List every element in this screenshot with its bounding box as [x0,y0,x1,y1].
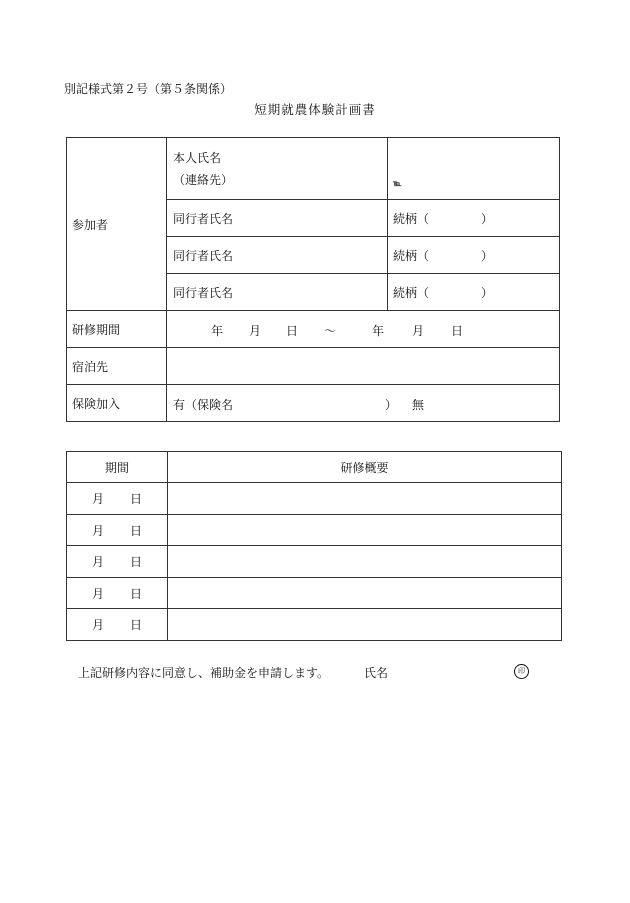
period-day-1: 日 [286,324,299,338]
form-number: 別記様式第２号（第５条関係） [64,82,233,96]
agreement-text: 上記研修内容に同意し、補助金を申請します。 [78,666,330,680]
day-label: 日 [130,492,143,506]
schedule-summary-field[interactable] [168,483,562,515]
period-field[interactable] [167,311,560,348]
month-label: 月 [91,618,104,632]
lodging-field[interactable] [167,348,560,385]
schedule-summary-field[interactable] [168,578,562,609]
applicant-table [66,137,560,422]
companion-name-label: 同行者氏名 [167,274,388,311]
participants-label: 参加者 [67,138,167,311]
seal-icon: 印 [514,664,529,679]
schedule-date [67,483,168,515]
schedule-header-summary: 研修概要 [168,452,562,483]
relation-label: 続柄（ [393,248,430,263]
table-row [67,609,562,641]
companion-name-label: 同行者氏名 [167,237,388,274]
insurance-no[interactable]: 無 [412,398,425,412]
period-month-2: 月 [412,324,425,338]
period-year-1: 年 [211,324,224,338]
companion-relation-field[interactable] [388,200,560,237]
insurance-label: 保険加入 [67,385,167,422]
period-month-1: 月 [249,324,262,338]
table-row [67,578,562,609]
day-label: 日 [130,618,143,632]
document-title: 短期就農体験計画書 [254,102,376,117]
self-name-label: 本人氏名 [173,150,222,165]
schedule-header-period: 期間 [67,452,168,483]
lodging-label: 宿泊先 [67,348,167,385]
relation-close: ） [480,211,493,226]
signature-name-label: 氏名 [364,666,389,680]
companion-name-label: 同行者氏名 [167,200,388,237]
relation-close: ） [480,285,493,300]
month-label: 月 [91,555,104,569]
relation-label: 続柄（ [393,211,430,226]
day-label: 日 [130,555,143,569]
tel-label: ℡ [393,177,402,188]
self-name-field[interactable] [167,138,388,200]
table-row [67,515,562,546]
companion-relation-field[interactable] [388,274,560,311]
day-label: 日 [130,523,143,538]
month-label: 月 [91,586,104,601]
schedule-summary-field[interactable] [168,515,562,546]
schedule-summary-field[interactable] [168,546,562,578]
relation-close: ） [480,248,493,263]
insurance-close: ） [385,398,398,412]
companion-relation-field[interactable] [388,237,560,274]
schedule-date [67,578,168,609]
period-year-2: 年 [372,324,385,338]
schedule-summary-field[interactable] [168,609,562,641]
day-label: 日 [130,586,143,601]
schedule-table [66,451,562,641]
table-row [67,546,562,578]
month-label: 月 [91,492,104,506]
month-label: 月 [91,523,104,538]
period-label: 研修期間 [67,311,167,348]
schedule-date [67,515,168,546]
schedule-date [67,546,168,578]
insurance-field[interactable] [167,385,560,422]
relation-label: 続柄（ [393,285,430,300]
period-day-2: 日 [451,324,464,338]
insurance-yes[interactable]: 有（保険名 [173,398,234,412]
contact-label: （連絡先） [173,172,234,187]
schedule-date [67,609,168,641]
period-tilde: ～ [324,324,337,338]
tel-field[interactable] [388,138,560,200]
table-row [67,483,562,515]
